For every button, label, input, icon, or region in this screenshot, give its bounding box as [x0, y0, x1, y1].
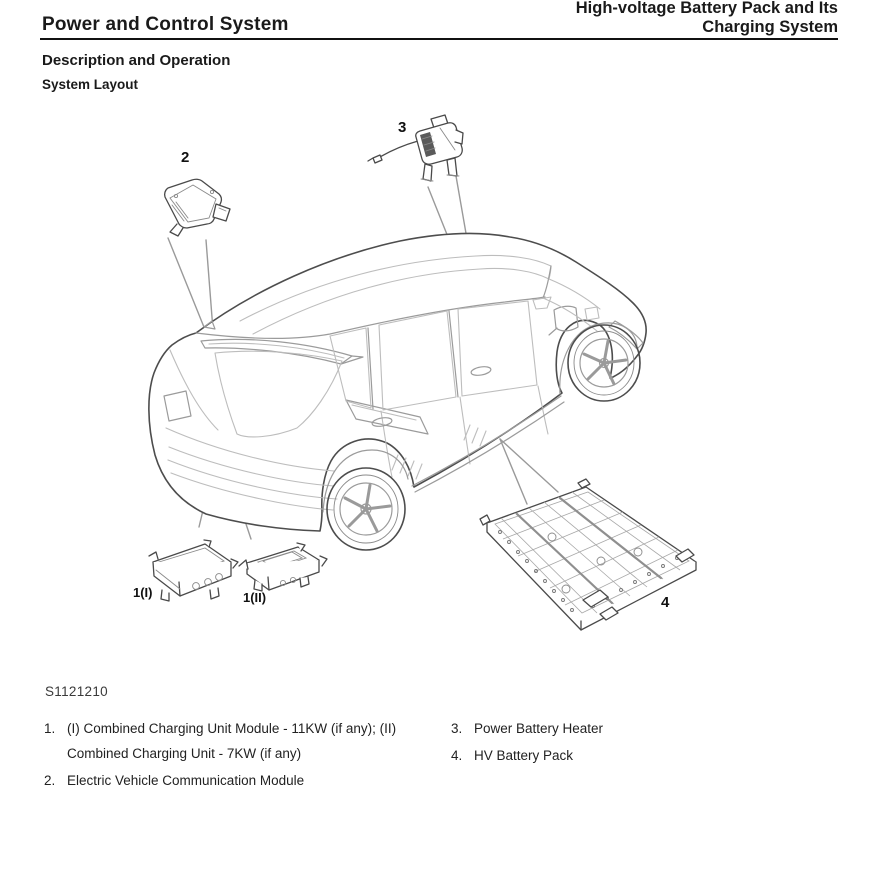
legend-item-4-text: HV Battery Pack — [474, 748, 574, 763]
figure-id: S1121210 — [45, 684, 108, 699]
legend-item-2 — [44, 768, 424, 793]
legend-item-2-text: Electric Vehicle Communication Module — [67, 773, 305, 788]
module-1i-ccu-drawing — [149, 540, 238, 601]
legend-item-1 — [44, 716, 424, 766]
legend-item-1-text: (I) Combined Charging Unit Module - 11KW (if any); (II) Combined Charging Unit - 7KW (if any) — [67, 721, 397, 761]
legend-item-3 — [451, 716, 851, 741]
page-title: Power and Control System — [42, 14, 289, 35]
legend-column-left — [44, 716, 424, 795]
legend-item-4 — [451, 743, 851, 768]
legend-item-1-number: 1. — [44, 721, 56, 736]
callout-label-evcm: 2 — [181, 149, 190, 166]
callout-label-heater: 3 — [398, 119, 407, 136]
chapter-title-line1: High-voltage Battery Pack and Its — [575, 0, 838, 17]
chapter-title-line2: Charging System — [702, 18, 838, 36]
legend-item-3-number: 3. — [451, 721, 463, 736]
subsection-title: System Layout — [42, 77, 139, 92]
legend-item-3-text: Power Battery Heater — [474, 721, 604, 736]
callout-label-battery: 4 — [661, 594, 670, 611]
module-3-heater-drawing — [368, 115, 463, 181]
callout-label-ccu-1: 1(I) — [133, 585, 153, 600]
section-title: Description and Operation — [42, 52, 231, 69]
legend-item-4-number: 4. — [451, 748, 463, 763]
callout-label-ccu-2: 1(II) — [243, 590, 267, 605]
legend-item-2-number: 2. — [44, 773, 56, 788]
rear-wheel — [327, 468, 405, 550]
module-2-evcm-drawing — [165, 179, 230, 236]
module-1ii-ccu-drawing — [239, 543, 327, 591]
legend-column-right — [451, 716, 851, 770]
